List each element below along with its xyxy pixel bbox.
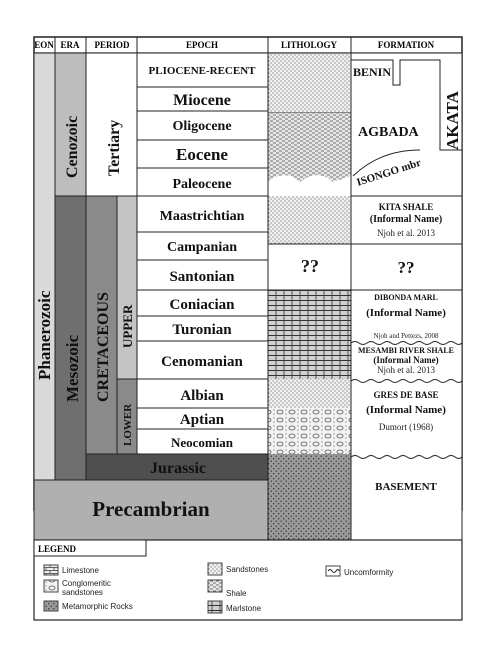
legend-swatch-metamorphic	[44, 601, 58, 611]
formation-agbada: AGBADA	[358, 125, 419, 140]
eon-phanerozoic-label: Phanerozoic	[35, 290, 54, 380]
epoch-turonian: Turonian	[172, 322, 232, 338]
formation-isongo: ISONGO mbr	[355, 156, 423, 189]
formation-unknown: ??	[397, 258, 415, 277]
formation-kita-sub: (Informal Name)	[369, 214, 443, 225]
era-mesozoic-label: Mesozoic	[63, 334, 82, 402]
formation-column	[351, 53, 462, 540]
epoch-pliocene-recent: PLIOCENE-RECENT	[148, 65, 256, 77]
period-precambrian-label: Precambrian	[92, 497, 210, 521]
formation-mesambi-title: MESAMBI RIVER SHALE	[357, 346, 455, 355]
legend-conglomeritic-2: sandstones	[62, 588, 103, 597]
formation-kita-title: KITA SHALE	[378, 202, 434, 212]
formation-gres-ref: Dumort (1968)	[378, 422, 434, 432]
legend-sandstones: Sandstones	[226, 565, 269, 574]
period-jurassic-label: Jurassic	[150, 460, 206, 477]
legend-swatch-limestone	[44, 565, 58, 575]
epoch-oligocene: Oligocene	[172, 119, 232, 134]
legend-unconformity: Uncomformity	[344, 568, 394, 577]
legend-metamorphic: Metamorphic Rocks	[62, 602, 133, 611]
formation-gres-sub: (Informal Name)	[366, 404, 446, 416]
epoch-neocomian: Neocomian	[170, 435, 234, 450]
legend-swatch-sandstones	[208, 563, 222, 575]
header-formation: FORMATION	[377, 40, 435, 50]
legend	[34, 540, 462, 620]
epoch-albian: Albian	[180, 388, 224, 404]
legend-shale: Shale	[226, 589, 247, 598]
epoch-column	[137, 53, 268, 454]
subperiod-upper-label: UPPER	[120, 304, 135, 348]
epoch-campanian: Campanian	[166, 240, 238, 255]
legend-marlstone: Marlstone	[226, 604, 262, 613]
period-cretaceous-label: CRETACEOUS	[95, 292, 112, 402]
formation-mesambi-ref: Njoh et al. 2013	[377, 365, 435, 375]
eon-phanerozoic-cell	[34, 53, 55, 480]
epoch-maastrichtian: Maastrichtian	[159, 209, 245, 224]
formation-basement: BASEMENT	[375, 481, 437, 493]
header-era: ERA	[60, 40, 80, 50]
epoch-miocene: Miocene	[173, 92, 231, 109]
header-eon: EON	[34, 40, 54, 50]
formation-benin: BENIN	[353, 65, 392, 79]
epoch-santonian: Santonian	[169, 269, 235, 285]
lithology-column	[268, 53, 351, 540]
header-period: PERIOD	[94, 40, 130, 50]
formation-mesambi-sub: (Informal Name)	[373, 355, 439, 365]
legend-swatch-marlstone	[208, 601, 222, 613]
epoch-cenomanian: Cenomanian	[161, 354, 243, 370]
lithology-unknown: ??	[301, 256, 319, 276]
formation-dibonda-title: DIBONDA MARL	[374, 293, 438, 302]
subperiod-upper-cell	[117, 196, 137, 379]
legend-limestone: Limestone	[62, 566, 99, 575]
header-epoch: EPOCH	[185, 40, 219, 50]
epoch-eocene: Eocene	[176, 145, 228, 164]
epoch-paleocene: Paleocene	[172, 177, 232, 192]
legend-swatch-shale	[208, 580, 222, 592]
header-lithology: LITHOLOGY	[280, 40, 338, 50]
epoch-aptian: Aptian	[179, 412, 225, 428]
legend-swatch-conglomeritic	[44, 580, 58, 592]
formation-dibonda-ref: Njoh and Pettezs, 2008	[373, 332, 439, 340]
subperiod-lower-label: LOWER	[122, 403, 134, 446]
formation-kita-ref: Njoh et al. 2013	[377, 228, 435, 238]
epoch-coniacian: Coniacian	[169, 297, 235, 313]
legend-title: LEGEND	[38, 544, 77, 554]
formation-dibonda-sub: (Informal Name)	[366, 307, 446, 319]
formation-gres-title: GRES DE BASE	[373, 390, 439, 400]
legend-conglomeritic-1: Conglomeritic	[62, 579, 111, 588]
formation-akata: AKATA	[443, 91, 462, 150]
era-cenozoic-label: Cenozoic	[64, 115, 81, 178]
period-tertiary-label: Tertiary	[106, 119, 123, 176]
